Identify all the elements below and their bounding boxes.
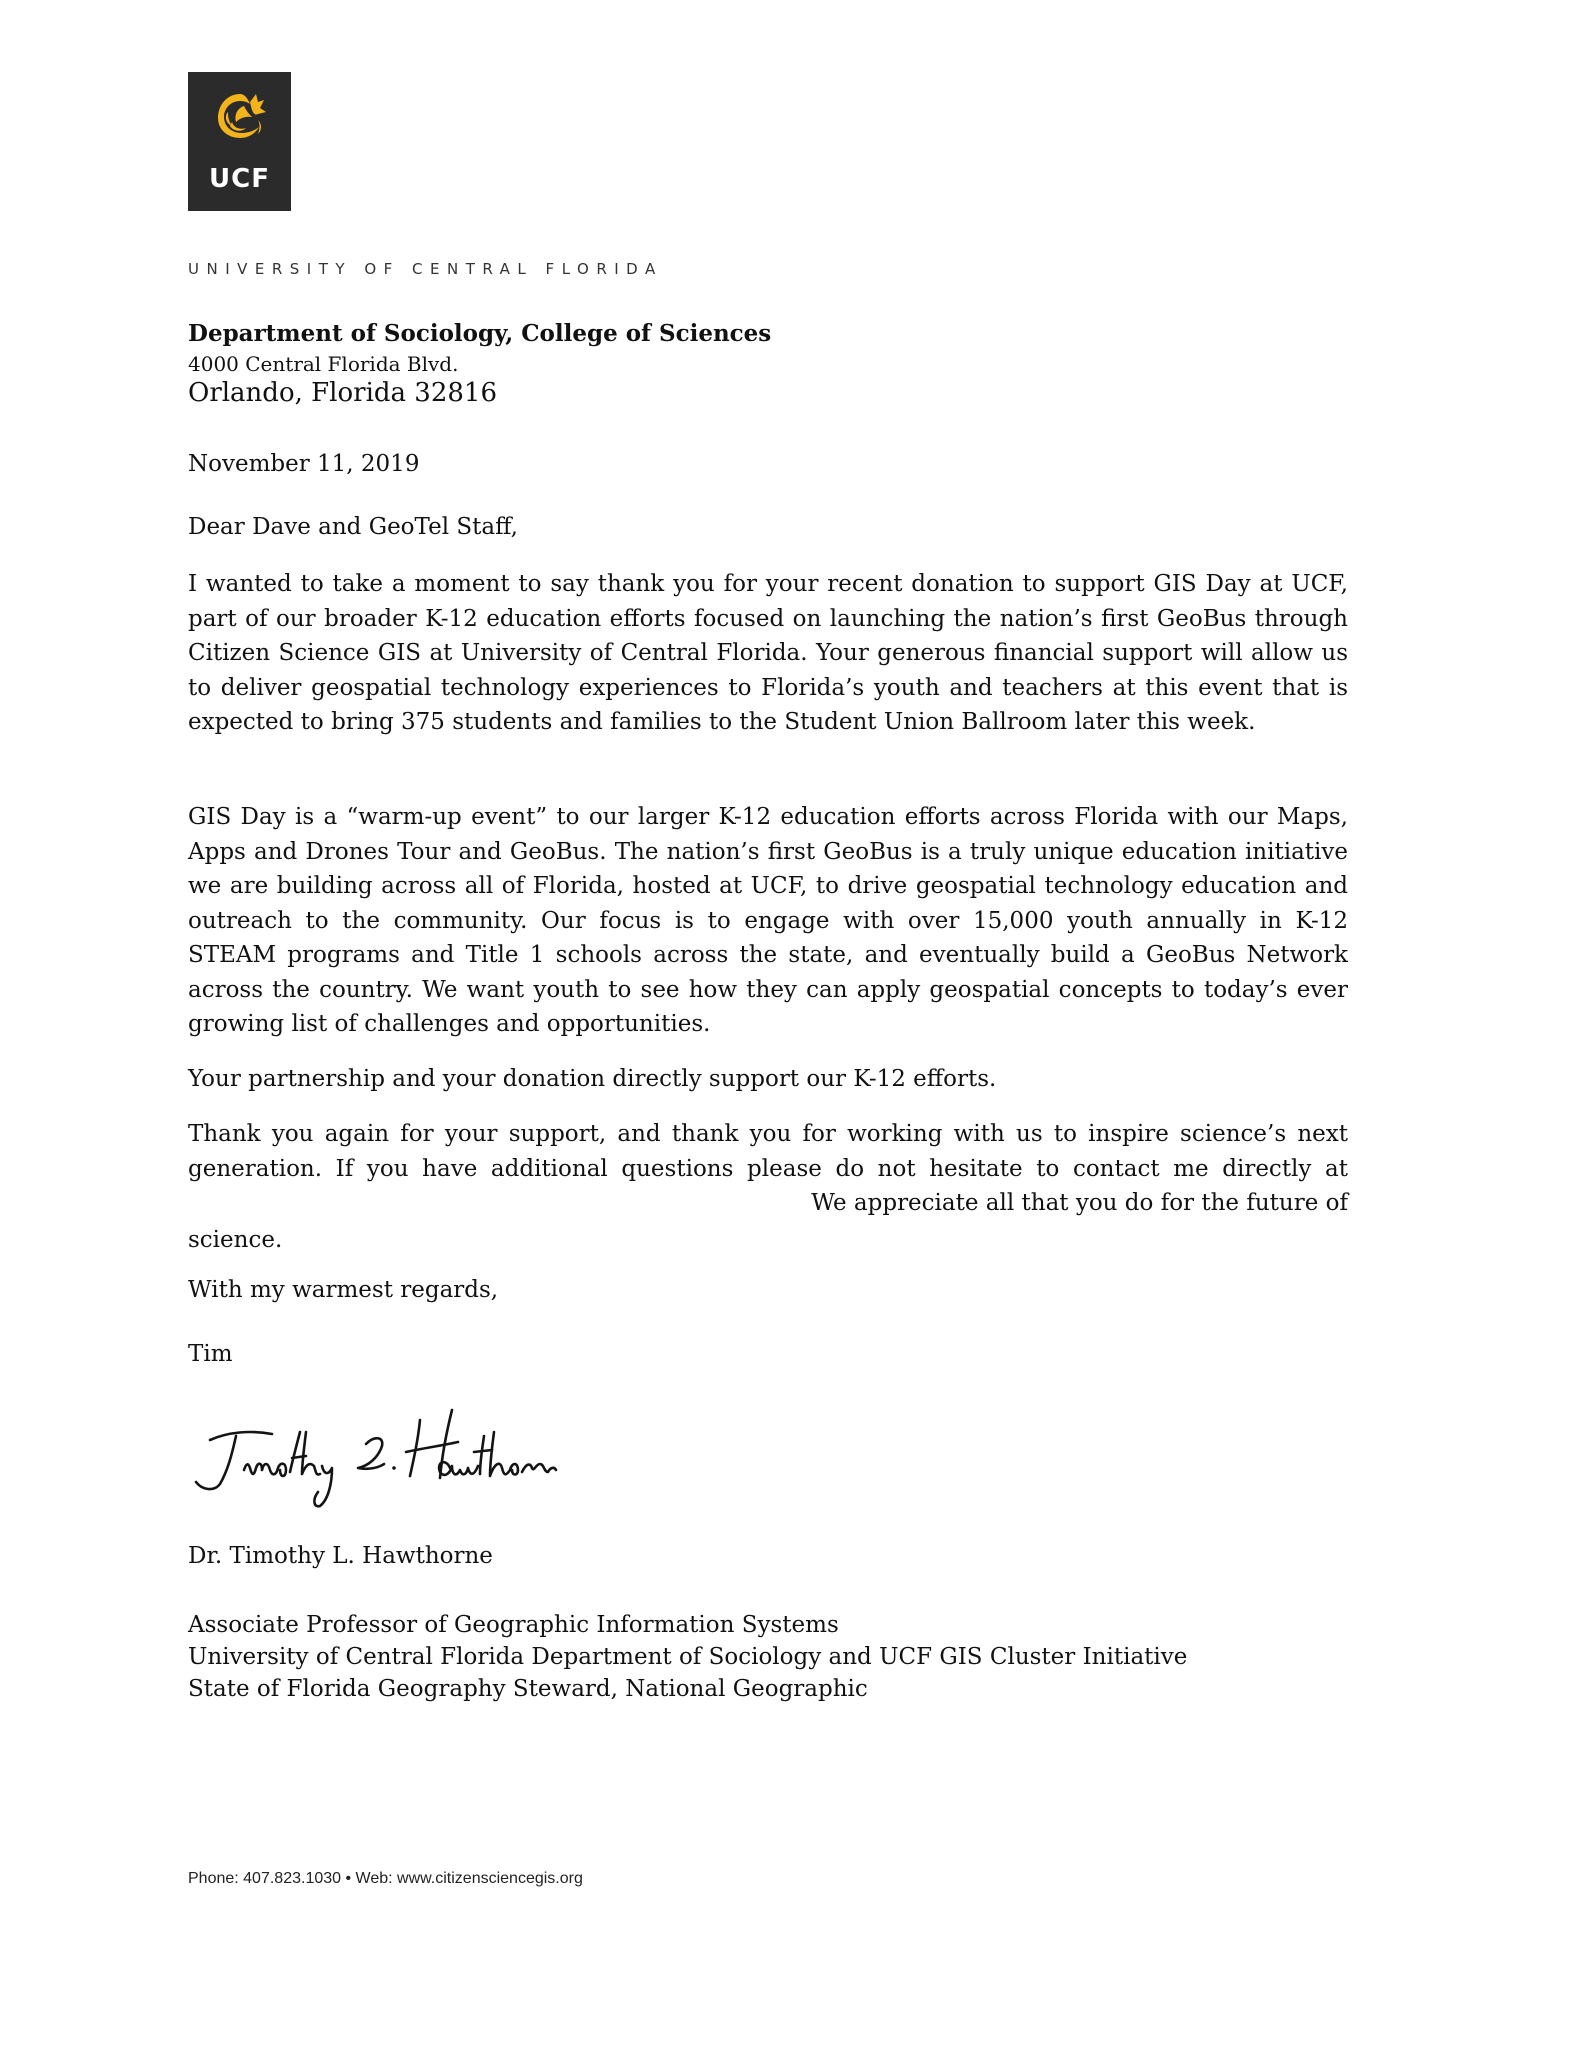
address-city: Orlando, Florida 32816	[188, 378, 498, 408]
closing-appreciation-text: We appreciate all that you do for the future of	[811, 1190, 1348, 1216]
title-line: University of Central Florida Department of Sociology and UCF GIS Cluster Initiative	[188, 1644, 1188, 1670]
closing-science-text: science.	[188, 1226, 283, 1253]
logo-text: UCF	[209, 164, 270, 194]
signer-titles	[188, 1609, 1187, 1705]
title-line: State of Florida Geography Steward, National Geographic	[188, 1676, 868, 1702]
title-line: Associate Professor of Geographic Information Systems	[188, 1612, 839, 1638]
paragraph-partnership: Your partnership and your donation directly support our K-12 efforts.	[188, 1066, 997, 1092]
first-name: Tim	[188, 1341, 233, 1367]
paragraph-closing-thanks	[188, 1117, 1348, 1257]
letter-date: November 11, 2019	[188, 451, 420, 477]
closing-thanks-text: Thank you again for your support, and thank you for working with us to inspire science’s next generation. If you have additional questions please do not hesitate to contact me directly at	[188, 1121, 1348, 1182]
ucf-logo	[188, 72, 291, 211]
paragraph-thanks: I wanted to take a moment to say thank you for your recent donation to support GIS Day at UCF, part of our broader K-12 education efforts focused on launching the nation’s first GeoBus through Citizen Science GIS at University of Central Florida. Your generous financial support will allow us to deliver geospatial technology experiences to Florida’s youth and teachers at this event that is expected to bring 375 students and families to the Student Union Ballroom later this week.	[188, 571, 1348, 735]
handwritten-signature	[188, 1392, 558, 1517]
university-name: UNIVERSITY OF CENTRAL FLORIDA	[188, 260, 663, 278]
salutation: Dear Dave and GeoTel Staff,	[188, 514, 518, 540]
pegasus-icon	[188, 72, 291, 172]
footer-contact: Phone: 407.823.1030 • Web: www.citizensciencegis.org	[188, 1870, 583, 1887]
signer-name: Dr. Timothy L. Hawthorne	[188, 1543, 493, 1569]
address-street: 4000 Central Florida Blvd.	[188, 352, 459, 376]
paragraph-gis-day: GIS Day is a “warm-up event” to our larger K-12 education efforts across Florida with our Maps, Apps and Drones Tour and GeoBus. The nation’s first GeoBus is a truly unique education initiative we are building across all of Florida, hosted at UCF, to drive geospatial technology education and outreach to the community. Our focus is to engage with over 15,000 youth annually in K-12 STEAM programs and Title 1 schools across the state, and eventually build a GeoBus Network across the country. We want youth to see how they can apply geospatial concepts to today’s ever growing list of challenges and opportunities.	[188, 804, 1348, 1037]
closing: With my warmest regards,	[188, 1277, 499, 1303]
department-name: Department of Sociology, College of Sciences	[188, 320, 772, 347]
